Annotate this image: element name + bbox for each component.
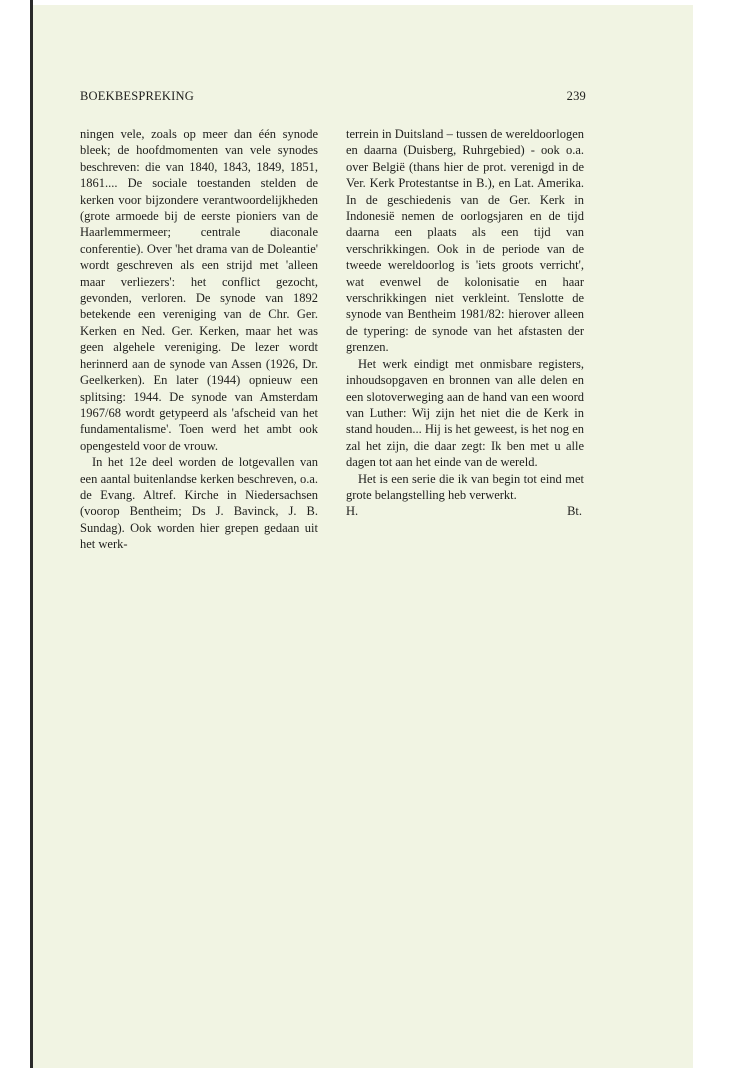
left-paragraph-1: ningen vele, zoals op meer dan één synode bleek; de hoofdmomenten van vele synodes beschreven: die van 1840, 1843, 1849, 1851, 1861.... De sociale toestanden stelden de kerken voor bijzondere verantwoordelijkheden (grote armoede bij de eerste pioniers van de Haarlemmermeer; centrale diaconale conferentie). Over 'het drama van de Doleantie' wordt geschreven als een strijd met 'alleen maar verliezers': het conflict gezocht, gevonden, verloren. De synode van 1892 betekende een vereniging van de Chr. Ger. Kerken en Ned. Ger. Kerken, maar het was geen algehele vereniging. De lezer wordt herinnerd aan de synode van Assen (1926, Dr. Geelkerken). En later (1944) opnieuw een splitsing: 1944. De synode van Amsterdam 1967/68 wordt getypeerd als 'afscheid van het fundamentalisme'. Toen werd het ambt ook opengesteld voor de vrouw. (80, 127, 318, 453)
right-paragraph-3: Het is een serie die ik van begin tot eind met grote belangstelling heb verwerkt. (346, 471, 584, 502)
signature-initial: H. (346, 504, 359, 519)
running-head: BOEKBESPREKING (80, 89, 194, 103)
right-column (346, 126, 584, 520)
page-header (80, 89, 586, 107)
right-paragraph-1: terrein in Duitsland – tussen de wereldoorlogen en daarna (Duisberg, Ruhrgebied) - ook o.a. over België (thans hier de prot. verenigd in de Ver. Kerk Protestantse in B.), en Lat. Amerika. In de geschiedenis van de Ger. Kerk in Indonesië nemen de oorlogsjaren en de tijd daarna een plaats als een tijd van verschrikkingen. Ook in de periode van de tweede wereldoorlog is 'iets groots verricht', wat evenwel de kolonisatie en haar verschrikkingen niet verkleint. Tenslotte de synode van Bentheim 1981/82: hierover alleen de typering: de synode van het afstasten der grenzen. (346, 127, 584, 355)
left-column (80, 126, 318, 553)
signature-author: Bt. (567, 504, 582, 519)
page-number: 239 (566, 89, 586, 103)
right-paragraph-2: Het werk eindigt met onmisbare registers, inhoudsopgaven en bronnen van alle delen en een slotoverweging aan de hand van een woord van Luther: Wij zijn het niet die de Kerk in stand houden... Hij is het geweest, is het nog en zal het zijn, die daar zegt: Ik ben met u alle dagen tot aan het einde van de wereld. (346, 356, 584, 470)
left-paragraph-2: In het 12e deel worden de lotgevallen van een aantal buitenlandse kerken beschreven, o.a. de Evang. Altref. Kirche in Niedersachsen (voorop Bentheim; Ds J. Bavinck, J. B. Sundag). Ook worden hier grepen gedaan uit het werk- (80, 455, 318, 552)
signature-line (346, 503, 584, 519)
